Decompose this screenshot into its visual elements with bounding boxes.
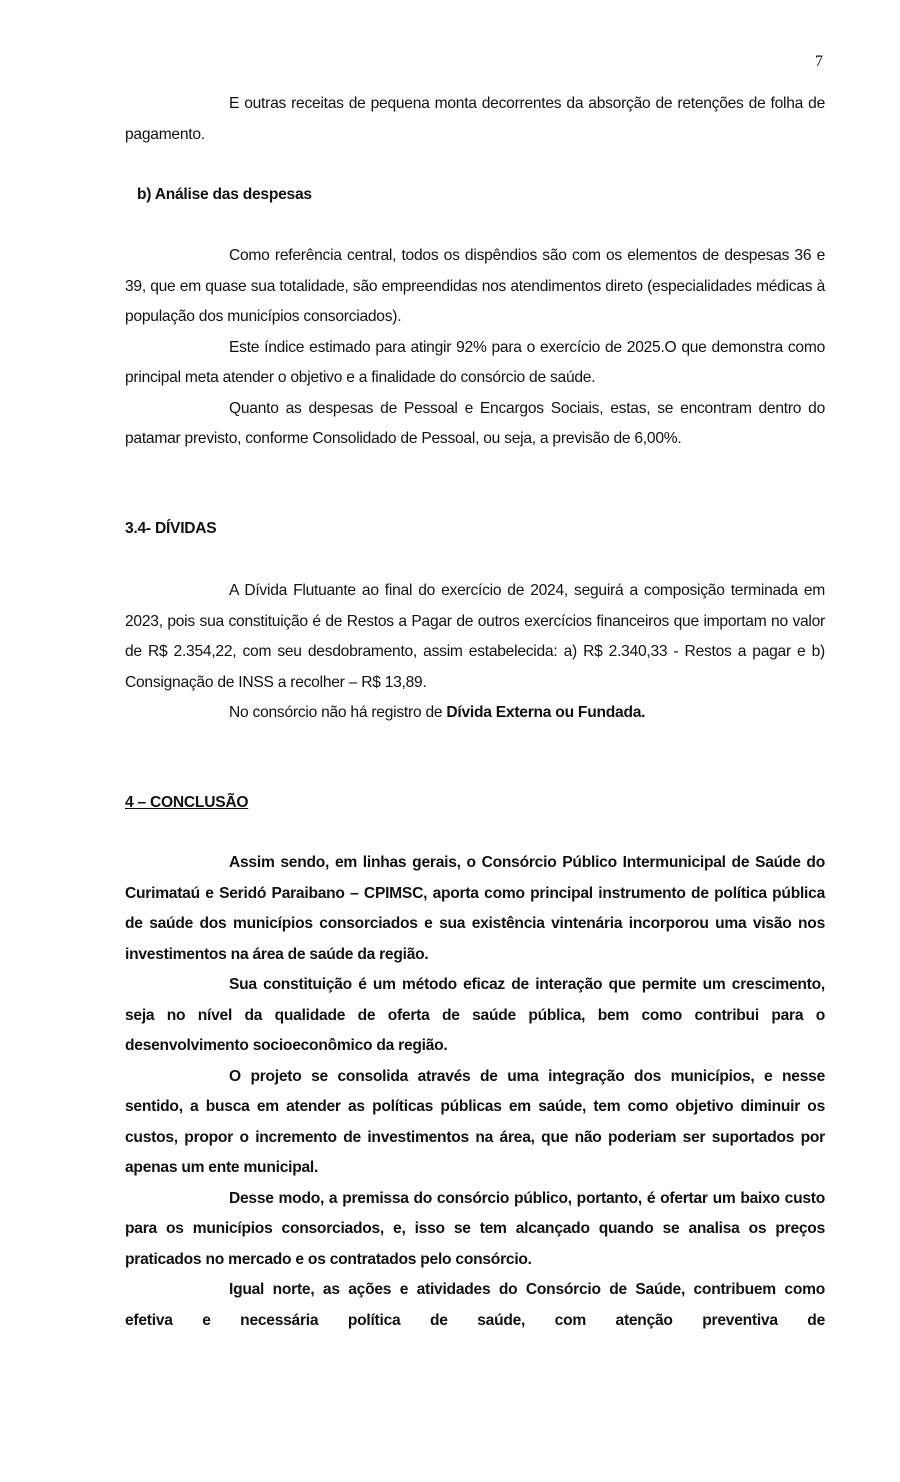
paragraph [125, 698, 825, 729]
page-number: 7 [815, 53, 823, 70]
intro-block [125, 89, 825, 150]
section-b-heading: b) Análise das despesas [137, 186, 312, 203]
section-b [125, 180, 825, 211]
section-4-heading: 4 – CONCLUSÃO [125, 794, 249, 811]
paragraph: Desse modo, a premissa do consórcio público, portanto, é ofertar um baixo custo para os municípios consorciados, e, isso se tem alcançado quando se analisa os preços praticados no mercado e os contratados pelo consórcio. [125, 1189, 825, 1268]
section-4-body [125, 848, 825, 1336]
paragraph: Quanto as despesas de Pessoal e Encargos Sociais, estas, se encontram dentro do patamar previsto, conforme Consolidado de Pessoal, ou seja, a previsão de 6,00%. [125, 399, 825, 447]
paragraph: Igual norte, as ações e atividades do Consórcio de Saúde, contribuem como efetiva e necessária política de saúde, com atenção preventiva de [125, 1281, 825, 1329]
section-b-body [125, 241, 825, 455]
paragraph: Este índice estimado para atingir 92% para o exercício de 2025.O que demonstra como principal meta atender o objetivo e a finalidade do consórcio de saúde. [125, 338, 825, 386]
section-3-4-body [125, 576, 825, 729]
paragraph: O projeto se consolida através de uma integração dos municípios, e nesse sentido, a busca em atender as políticas públicas em saúde, tem como objetivo diminuir os custos, propor o incremento de investimentos na área, que não poderiam ser suportados por apenas um ente municipal. [125, 1067, 825, 1176]
section-3-4-heading: 3.4- DÍVIDAS [125, 520, 217, 537]
note-bold: Dívida Externa ou Fundada. [446, 704, 646, 721]
paragraph: Sua constituição é um método eficaz de interação que permite um crescimento, seja no nível da qualidade de oferta de saúde pública, bem como contribui para o desenvolvimento socioeconômico da região. [125, 976, 825, 1054]
section-3-4 [125, 514, 825, 545]
note-text: No consórcio não há registro de [229, 704, 447, 721]
intro-paragraph: E outras receitas de pequena monta decorrentes da absorção de retenções de folha de pagamento. [125, 95, 825, 143]
paragraph: Como referência central, todos os dispêndios são com os elementos de despesas 36 e 39, que em quase sua totalidade, são empreendidas nos atendimentos direto (especialidades médicas à população dos municípios consorciados). [125, 247, 825, 325]
paragraph: Assim sendo, em linhas gerais, o Consórcio Público Intermunicipal de Saúde do Curimataú e Seridó Paraibano – CPIMSC, aporta como principal instrumento de política pública de saúde dos municípios consorciados e sua existência vintenária incorporou uma visão nos investimentos na área de saúde da região. [125, 854, 825, 963]
section-4 [125, 788, 825, 819]
paragraph: A Dívida Flutuante ao final do exercício de 2024, seguirá a composição terminada em 2023, pois sua constituição é de Restos a Pagar de outros exercícios financeiros que importam no valor de R$ 2.354,22, com seu desdobramento, assim estabelecida: a) R$ 2.340,33 - Restos a pagar e b) Consignação de INSS a recolher – R$ 13,89. [125, 582, 825, 691]
